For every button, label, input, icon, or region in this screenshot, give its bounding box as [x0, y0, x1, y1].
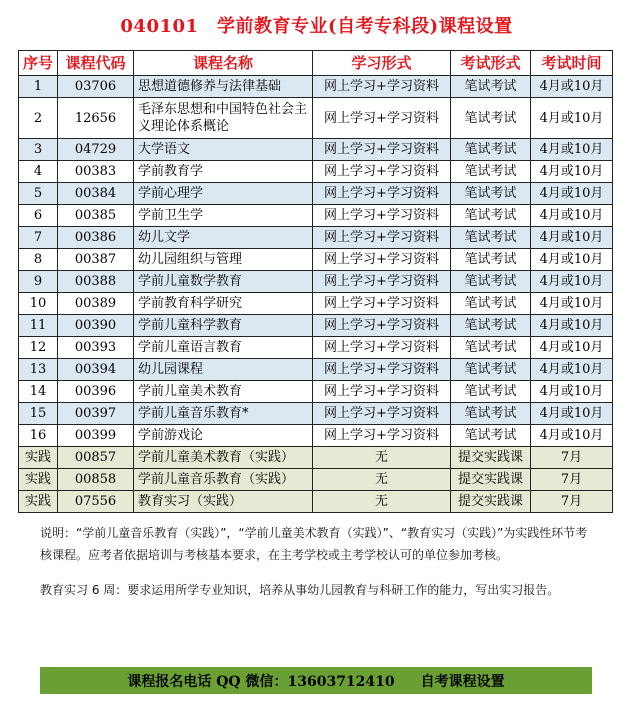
study-mode-cell: 网上学习+学习资料 [313, 249, 451, 271]
exam-mode-cell: 笔试考试 [451, 98, 531, 139]
course-code-cell: 12656 [58, 98, 134, 139]
exam-time-cell: 4月或10月 [531, 139, 613, 161]
course-name-cell: 学前游戏论 [134, 425, 313, 447]
study-mode-cell: 网上学习+学习资料 [313, 403, 451, 425]
study-mode-cell: 网上学习+学习资料 [313, 271, 451, 293]
exam-time-cell: 4月或10月 [531, 271, 613, 293]
course-code-cell: 04729 [58, 139, 134, 161]
internship-note: 教育实习 6 周：要求运用所学专业知识，培养从事幼儿园教育与科研工作的能力，写出实习报告。 [40, 583, 560, 597]
course-table [18, 50, 613, 513]
study-mode-cell: 网上学习+学习资料 [313, 425, 451, 447]
contact-banner [40, 667, 592, 694]
exam-mode-cell: 提交实践课 [451, 469, 531, 491]
exam-time-cell: 4月或10月 [531, 98, 613, 139]
banner-label: 自考课程设置 [420, 673, 505, 690]
course-code-cell: 00385 [58, 205, 134, 227]
header-cell: 课程名称 [134, 51, 313, 76]
course-code-cell: 00399 [58, 425, 134, 447]
study-mode-cell: 网上学习+学习资料 [313, 381, 451, 403]
study-mode-cell: 网上学习+学习资料 [313, 205, 451, 227]
row-index-cell: 6 [19, 205, 58, 227]
course-name-cell: 学前儿童数学教育 [134, 271, 313, 293]
header-cell: 课程代码 [58, 51, 134, 76]
row-index-cell: 12 [19, 337, 58, 359]
study-mode-cell: 网上学习+学习资料 [313, 337, 451, 359]
exam-mode-cell: 笔试考试 [451, 271, 531, 293]
table-row [19, 271, 613, 293]
table-row [19, 491, 613, 513]
exam-time-cell: 4月或10月 [531, 425, 613, 447]
contact-text: 课程报名电话 QQ 微信：13603712410 [127, 673, 395, 690]
course-name-cell: 学前儿童音乐教育* [134, 403, 313, 425]
course-code-cell: 00396 [58, 381, 134, 403]
course-code-cell: 00389 [58, 293, 134, 315]
table-row [19, 359, 613, 381]
table-row [19, 249, 613, 271]
exam-mode-cell: 笔试考试 [451, 315, 531, 337]
course-name-cell: 学前儿童语言教育 [134, 337, 313, 359]
study-mode-cell: 网上学习+学习资料 [313, 183, 451, 205]
exam-mode-cell: 笔试考试 [451, 293, 531, 315]
table-row [19, 205, 613, 227]
exam-time-cell: 4月或10月 [531, 76, 613, 98]
header-cell: 学习形式 [313, 51, 451, 76]
row-index-cell: 15 [19, 403, 58, 425]
exam-time-cell: 4月或10月 [531, 315, 613, 337]
course-code-cell: 03706 [58, 76, 134, 98]
course-name-cell: 思想道德修养与法律基础 [134, 76, 313, 98]
row-index-cell: 16 [19, 425, 58, 447]
course-name-cell: 学前卫生学 [134, 205, 313, 227]
row-index-cell: 3 [19, 139, 58, 161]
header-cell: 序号 [19, 51, 58, 76]
row-index-cell: 8 [19, 249, 58, 271]
table-row [19, 139, 613, 161]
header-cell: 考试时间 [531, 51, 613, 76]
study-mode-cell: 无 [313, 447, 451, 469]
course-name-cell: 学前儿童音乐教育（实践） [134, 469, 313, 491]
row-index-cell: 9 [19, 271, 58, 293]
row-index-cell: 实践 [19, 447, 58, 469]
exam-mode-cell: 笔试考试 [451, 161, 531, 183]
table-row [19, 381, 613, 403]
exam-mode-cell: 笔试考试 [451, 337, 531, 359]
exam-mode-cell: 笔试考试 [451, 381, 531, 403]
study-mode-cell: 网上学习+学习资料 [313, 315, 451, 337]
course-code-cell: 00383 [58, 161, 134, 183]
course-name-cell: 学前教育学 [134, 161, 313, 183]
course-code-cell: 00388 [58, 271, 134, 293]
course-code-cell: 00397 [58, 403, 134, 425]
exam-time-cell: 7月 [531, 447, 613, 469]
exam-mode-cell: 提交实践课 [451, 447, 531, 469]
exam-time-cell: 4月或10月 [531, 183, 613, 205]
exam-time-cell: 4月或10月 [531, 161, 613, 183]
course-name-cell: 幼儿园课程 [134, 359, 313, 381]
table-row [19, 469, 613, 491]
header-cell: 考试形式 [451, 51, 531, 76]
row-index-cell: 10 [19, 293, 58, 315]
row-index-cell: 5 [19, 183, 58, 205]
study-mode-cell: 网上学习+学习资料 [313, 227, 451, 249]
exam-mode-cell: 笔试考试 [451, 249, 531, 271]
study-mode-cell: 网上学习+学习资料 [313, 359, 451, 381]
exam-time-cell: 4月或10月 [531, 403, 613, 425]
exam-mode-cell: 提交实践课 [451, 491, 531, 513]
study-mode-cell: 无 [313, 469, 451, 491]
course-code-cell: 00394 [58, 359, 134, 381]
table-row [19, 293, 613, 315]
table-row [19, 161, 613, 183]
page-title: 040101 学前教育专业(自考专科段)课程设置 [120, 16, 513, 37]
course-code-cell: 00390 [58, 315, 134, 337]
table-body [19, 76, 613, 513]
exam-time-cell: 4月或10月 [531, 381, 613, 403]
course-name-cell: 幼儿文学 [134, 227, 313, 249]
row-index-cell: 实践 [19, 469, 58, 491]
exam-mode-cell: 笔试考试 [451, 76, 531, 98]
course-name-cell: 教育实习（实践） [134, 491, 313, 513]
table-row [19, 337, 613, 359]
exam-mode-cell: 笔试考试 [451, 205, 531, 227]
table-header-row [19, 51, 613, 76]
row-index-cell: 4 [19, 161, 58, 183]
exam-mode-cell: 笔试考试 [451, 403, 531, 425]
exam-time-cell: 4月或10月 [531, 359, 613, 381]
exam-time-cell: 4月或10月 [531, 205, 613, 227]
row-index-cell: 2 [19, 98, 58, 139]
table-row [19, 227, 613, 249]
course-name-cell: 学前儿童科学教育 [134, 315, 313, 337]
exam-time-cell: 4月或10月 [531, 293, 613, 315]
row-index-cell: 14 [19, 381, 58, 403]
exam-time-cell: 4月或10月 [531, 337, 613, 359]
row-index-cell: 7 [19, 227, 58, 249]
exam-mode-cell: 笔试考试 [451, 139, 531, 161]
exam-time-cell: 7月 [531, 469, 613, 491]
row-index-cell: 1 [19, 76, 58, 98]
table-row [19, 98, 613, 139]
study-mode-cell: 网上学习+学习资料 [313, 76, 451, 98]
exam-mode-cell: 笔试考试 [451, 425, 531, 447]
course-name-cell: 学前儿童美术教育 [134, 381, 313, 403]
course-code-cell: 00384 [58, 183, 134, 205]
course-name-cell: 学前教育科学研究 [134, 293, 313, 315]
course-name-cell: 学前儿童美术教育（实践） [134, 447, 313, 469]
study-mode-cell: 网上学习+学习资料 [313, 98, 451, 139]
study-mode-cell: 无 [313, 491, 451, 513]
study-mode-cell: 网上学习+学习资料 [313, 293, 451, 315]
study-mode-cell: 网上学习+学习资料 [313, 139, 451, 161]
course-code-cell: 00387 [58, 249, 134, 271]
row-index-cell: 实践 [19, 491, 58, 513]
exam-time-cell: 4月或10月 [531, 249, 613, 271]
course-code-cell: 00386 [58, 227, 134, 249]
course-code-cell: 00393 [58, 337, 134, 359]
course-name-cell: 毛泽东思想和中国特色社会主义理论体系概论 [134, 98, 313, 139]
table-row [19, 315, 613, 337]
exam-mode-cell: 笔试考试 [451, 183, 531, 205]
notes-section [40, 522, 596, 614]
row-index-cell: 13 [19, 359, 58, 381]
row-index-cell: 11 [19, 315, 58, 337]
exam-time-cell: 7月 [531, 491, 613, 513]
course-name-cell: 大学语文 [134, 139, 313, 161]
study-mode-cell: 网上学习+学习资料 [313, 161, 451, 183]
table-row [19, 183, 613, 205]
exam-mode-cell: 笔试考试 [451, 359, 531, 381]
table-row [19, 425, 613, 447]
course-name-cell: 学前心理学 [134, 183, 313, 205]
exam-time-cell: 4月或10月 [531, 227, 613, 249]
course-code-cell: 00857 [58, 447, 134, 469]
course-name-cell: 幼儿园组织与管理 [134, 249, 313, 271]
table-row [19, 403, 613, 425]
table-row [19, 76, 613, 98]
table-row [19, 447, 613, 469]
course-code-cell: 00858 [58, 469, 134, 491]
course-code-cell: 07556 [58, 491, 134, 513]
exam-mode-cell: 笔试考试 [451, 227, 531, 249]
practice-note: 说明：“学前儿童音乐教育（实践）”，“学前儿童美术教育（实践）”、“教育实习（实践）”为实践性环节考核课程。应考者依据培训与考核基本要求，在主考学校或主考学校认可的单位参加考核。 [40, 526, 588, 562]
